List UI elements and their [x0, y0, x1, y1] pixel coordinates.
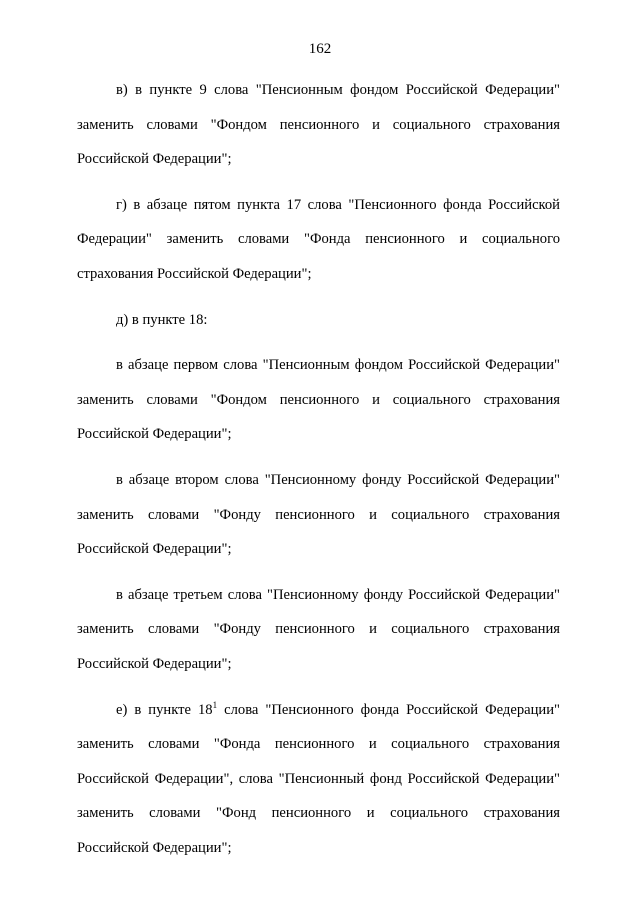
page-number: 162	[308, 41, 332, 57]
paragraph-item-e-superscript: 1	[212, 699, 218, 710]
paragraph-abzac-third: в абзаце третьем слова "Пенсионному фонду Российской Федерации" заменить словами "Фонду пенсионного и социального страхования Российской Федерации";	[77, 586, 560, 672]
paragraph-item-v: в) в пункте 9 слова "Пенсионным фондом Российской Федерации" заменить словами "Фондом пенсионного и социального страхования Российской Федерации";	[77, 82, 560, 168]
paragraph-item-g: г) в абзаце пятом пункта 17 слова "Пенсионного фонда Российской Федерации" заменить словами "Фонда пенсионного и социального страхования Российской Федерации";	[77, 196, 560, 282]
paragraph-abzac-second: в абзаце втором слова "Пенсионному фонду Российской Федерации" заменить словами "Фонду пенсионного и социального страхования Российской Федерации";	[77, 471, 560, 558]
paragraph-item-e-prefix: е) в пункте 18	[116, 701, 213, 718]
paragraph-abzac-first: в абзаце первом слова "Пенсионным фондом Российской Федерации" заменить словами "Фондом пенсионного и социального страхования Российской Федерации";	[77, 357, 560, 443]
paragraph-item-d: д) в пункте 18:	[116, 311, 208, 328]
document-body	[77, 73, 560, 876]
paragraph-item-e	[77, 693, 560, 866]
paragraph-item-e-suffix: слова "Пенсионного фонда Российской Федерации" заменить словами "Фонда пенсионного и социального страхования Российской Федерации", слова "Пенсионный фонд Российской Федерации" заменить словами "Фонд пенсионного и социального страхования Российской Федерации";	[77, 701, 560, 856]
